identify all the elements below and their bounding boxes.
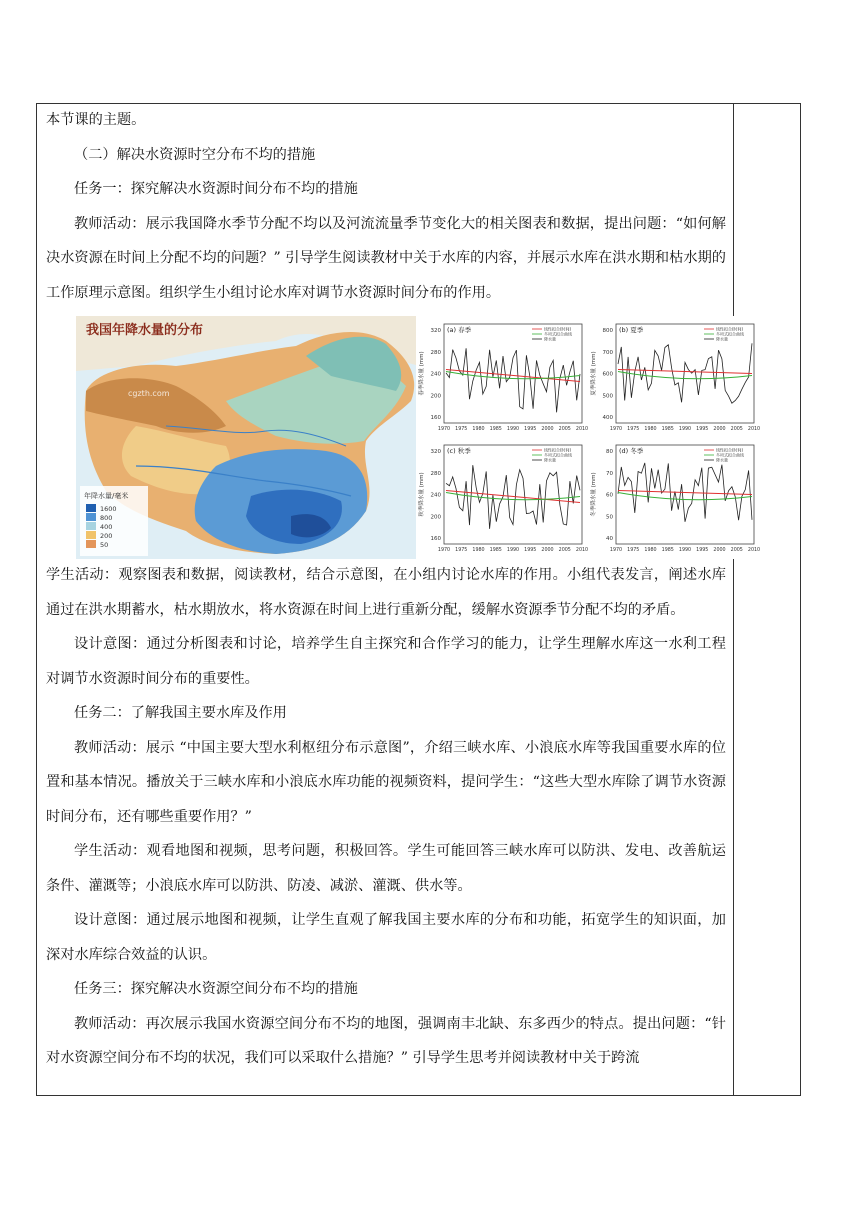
chart-x-tick: 1980: [472, 548, 485, 553]
chart-x-tick: 1985: [661, 427, 674, 432]
chart-panel-label: (a) 春季: [447, 326, 472, 334]
chart-y-tick: 240: [430, 371, 441, 378]
chart-y-tick: 50: [606, 514, 613, 521]
section-heading-measures: （二）解决水资源时空分布不均的措施: [74, 146, 316, 163]
chart-x-tick: 1980: [644, 427, 657, 432]
chart-x-tick: 2010: [575, 548, 589, 553]
chart-y-tick: 700: [602, 349, 613, 356]
chart-x-tick: 1975: [455, 427, 468, 432]
chart-x-tick: 1975: [455, 548, 468, 553]
chart-legend-label: 线性拟合(时间): [544, 447, 572, 453]
task-two-student-activity: 学生活动：观看地图和视频，思考问题，积极回答。学生可能回答三峡水库可以防洪、发电、改善航运条件、灌溉等；小浪底水库可以防洪、防凌、减淤、灌溉、供水等。: [46, 843, 726, 894]
chart-y-tick: 160: [430, 415, 441, 421]
chart-panel-label: (d) 冬季: [619, 447, 644, 455]
chart-x-tick: 2000: [713, 548, 726, 553]
chart-legend-label: 降水量: [544, 336, 556, 342]
figures-row: [46, 312, 760, 558]
task-three-teacher-activity: 教师活动：再次展示我国水资源空间分布不均的地图，强调南丰北缺、东多西少的特点。提出问题：“针对水资源空间分布不均的状况，我们可以采取什么措施？” 引导学生思考并阅读教材中关于跨流: [46, 1015, 726, 1066]
chart-y-tick: 160: [430, 536, 441, 542]
chart-y-tick: 500: [602, 393, 613, 400]
chart-y-tick: 280: [430, 349, 441, 356]
chart-x-tick: 1990: [506, 548, 520, 553]
chart-y-tick: 320: [430, 449, 441, 455]
chart-x-tick: 1975: [627, 548, 640, 553]
chart-y-label: 秋季降水量 (mm): [419, 472, 425, 517]
chart-x-tick: 2000: [541, 427, 554, 432]
seasonal-precipitation-charts: [416, 316, 760, 559]
chart-x-tick: 2010: [575, 427, 589, 432]
chart-y-tick: 80: [606, 449, 613, 455]
task-one-heading: 任务一：探究解决水资源时间分布不均的措施: [74, 181, 358, 197]
chart-legend-label: 降水量: [716, 457, 728, 463]
task-two-design-intent: 设计意图：通过展示地图和视频，让学生直观了解我国主要水库的分布和功能，拓宽学生的知识面，加深对水库综合效益的认识。: [46, 912, 726, 963]
chart-legend-label: 降水量: [716, 336, 728, 342]
paragraph-lesson-topic: 本节课的主题。: [46, 112, 146, 128]
chart-x-tick: 2005: [730, 548, 743, 553]
map-legend-value: 50: [100, 541, 109, 549]
task-two-teacher-activity: 教师活动：展示 “中国主要大型水利枢纽分布示意图”，介绍三峡水库、小浪底水库等我国重要水库的位置和基本情况。播放关于三峡水库和小浪底水库功能的视频资料，提问学生：“这些大型水库除了调节水资源时间分布，还有哪些重要作用？”: [46, 739, 726, 825]
precipitation-map: [76, 316, 452, 559]
chart-legend-label: 多项式拟合曲线: [716, 331, 744, 337]
chart-x-tick: 1990: [678, 427, 692, 432]
chart-legend-label: 多项式拟合曲线: [716, 452, 744, 458]
chart-legend-label: 降水量: [544, 457, 556, 463]
chart-y-label: 夏季降水量 (mm): [591, 351, 597, 396]
chart-x-tick: 1990: [506, 427, 520, 432]
chart-y-tick: 240: [430, 492, 441, 499]
task-three-heading: 任务三：探究解决水资源空间分布不均的措施: [74, 981, 358, 997]
chart-panel-label: (b) 夏季: [619, 326, 644, 334]
chart-y-tick: 800: [602, 328, 613, 334]
chart-legend-label: 多项式拟合曲线: [544, 331, 572, 337]
chart-legend-label: 线性拟合(时间): [544, 326, 572, 332]
chart-x-tick: 1970: [609, 427, 623, 432]
chart-x-tick: 1990: [678, 548, 692, 553]
map-title: 我国年降水量的分布: [86, 323, 204, 338]
chart-legend-label: 多项式拟合曲线: [544, 452, 572, 458]
chart-legend-label: 线性拟合(时间): [716, 447, 744, 453]
chart-y-tick: 40: [606, 536, 613, 542]
chart-x-tick: 1985: [661, 548, 674, 553]
chart-y-tick: 200: [430, 514, 441, 521]
chart-x-tick: 2010: [747, 548, 760, 553]
chart-x-tick: 1980: [644, 548, 657, 553]
map-watermark: cgzth.com: [128, 389, 170, 398]
chart-x-tick: 1980: [472, 427, 485, 432]
task-one-design-intent: 设计意图：通过分析图表和讨论，培养学生自主探究和合作学习的能力，让学生理解水库这一水利工程对调节水资源时间分布的重要性。: [46, 636, 726, 687]
map-legend-value: 1600: [100, 505, 117, 513]
chart-x-tick: 1970: [437, 548, 451, 553]
map-legend-value: 400: [100, 523, 113, 531]
chart-x-tick: 2000: [541, 548, 554, 553]
lesson-content: [46, 103, 760, 1076]
chart-plot-area: [616, 445, 754, 544]
chart-y-tick: 280: [430, 470, 441, 477]
task-one-teacher-activity: 教师活动：展示我国降水季节分配不均以及河流流量季节变化大的相关图表和数据，提出问题：“如何解决水资源在时间上分配不均的问题？” 引导学生阅读教材中关于水库的内容，并展示水库在洪水期和枯水期的工作原理示意图。组织学生小组讨论水库对调节水资源时间分布的作用。: [46, 215, 726, 301]
chart-y-tick: 600: [602, 371, 613, 378]
chart-x-tick: 1995: [696, 548, 709, 553]
chart-x-tick: 1970: [437, 427, 451, 432]
chart-y-label: 冬季降水量 (mm): [591, 472, 597, 517]
chart-x-tick: 2010: [747, 427, 760, 432]
table-column-divider: [733, 103, 734, 1096]
chart-legend-label: 线性拟合(时间): [716, 326, 744, 332]
chart-x-tick: 1975: [627, 427, 640, 432]
chart-x-tick: 2005: [558, 548, 571, 553]
chart-x-tick: 1995: [524, 548, 537, 553]
chart-x-tick: 1985: [489, 548, 502, 553]
chart-y-tick: 60: [606, 492, 613, 499]
chart-y-label: 春季降水量 (mm): [419, 351, 425, 396]
chart-x-tick: 1995: [696, 427, 709, 432]
chart-plot-area: [616, 324, 754, 423]
chart-y-tick: 400: [602, 415, 613, 421]
chart-y-tick: 200: [430, 393, 441, 400]
chart-y-tick: 70: [606, 470, 613, 477]
chart-x-tick: 2005: [730, 427, 743, 432]
task-one-student-activity: 学生活动：观察图表和数据，阅读教材，结合示意图，在小组内讨论水库的作用。小组代表发言，阐述水库通过在洪水期蓄水，枯水期放水，将水资源在时间上进行重新分配，缓解水资源季节分配不均的矛盾。: [46, 567, 726, 618]
map-legend-title: 年降水量/毫米: [84, 492, 129, 500]
map-legend-value: 200: [100, 532, 113, 540]
chart-x-tick: 1970: [609, 548, 623, 553]
chart-panel-label: (c) 秋季: [447, 447, 471, 455]
task-two-heading: 任务二：了解我国主要水库及作用: [74, 705, 287, 721]
chart-x-tick: 1995: [524, 427, 537, 432]
chart-x-tick: 2005: [558, 427, 571, 432]
chart-y-tick: 320: [430, 328, 441, 334]
chart-x-tick: 1985: [489, 427, 502, 432]
map-legend-value: 800: [100, 514, 113, 522]
chart-x-tick: 2000: [713, 427, 726, 432]
